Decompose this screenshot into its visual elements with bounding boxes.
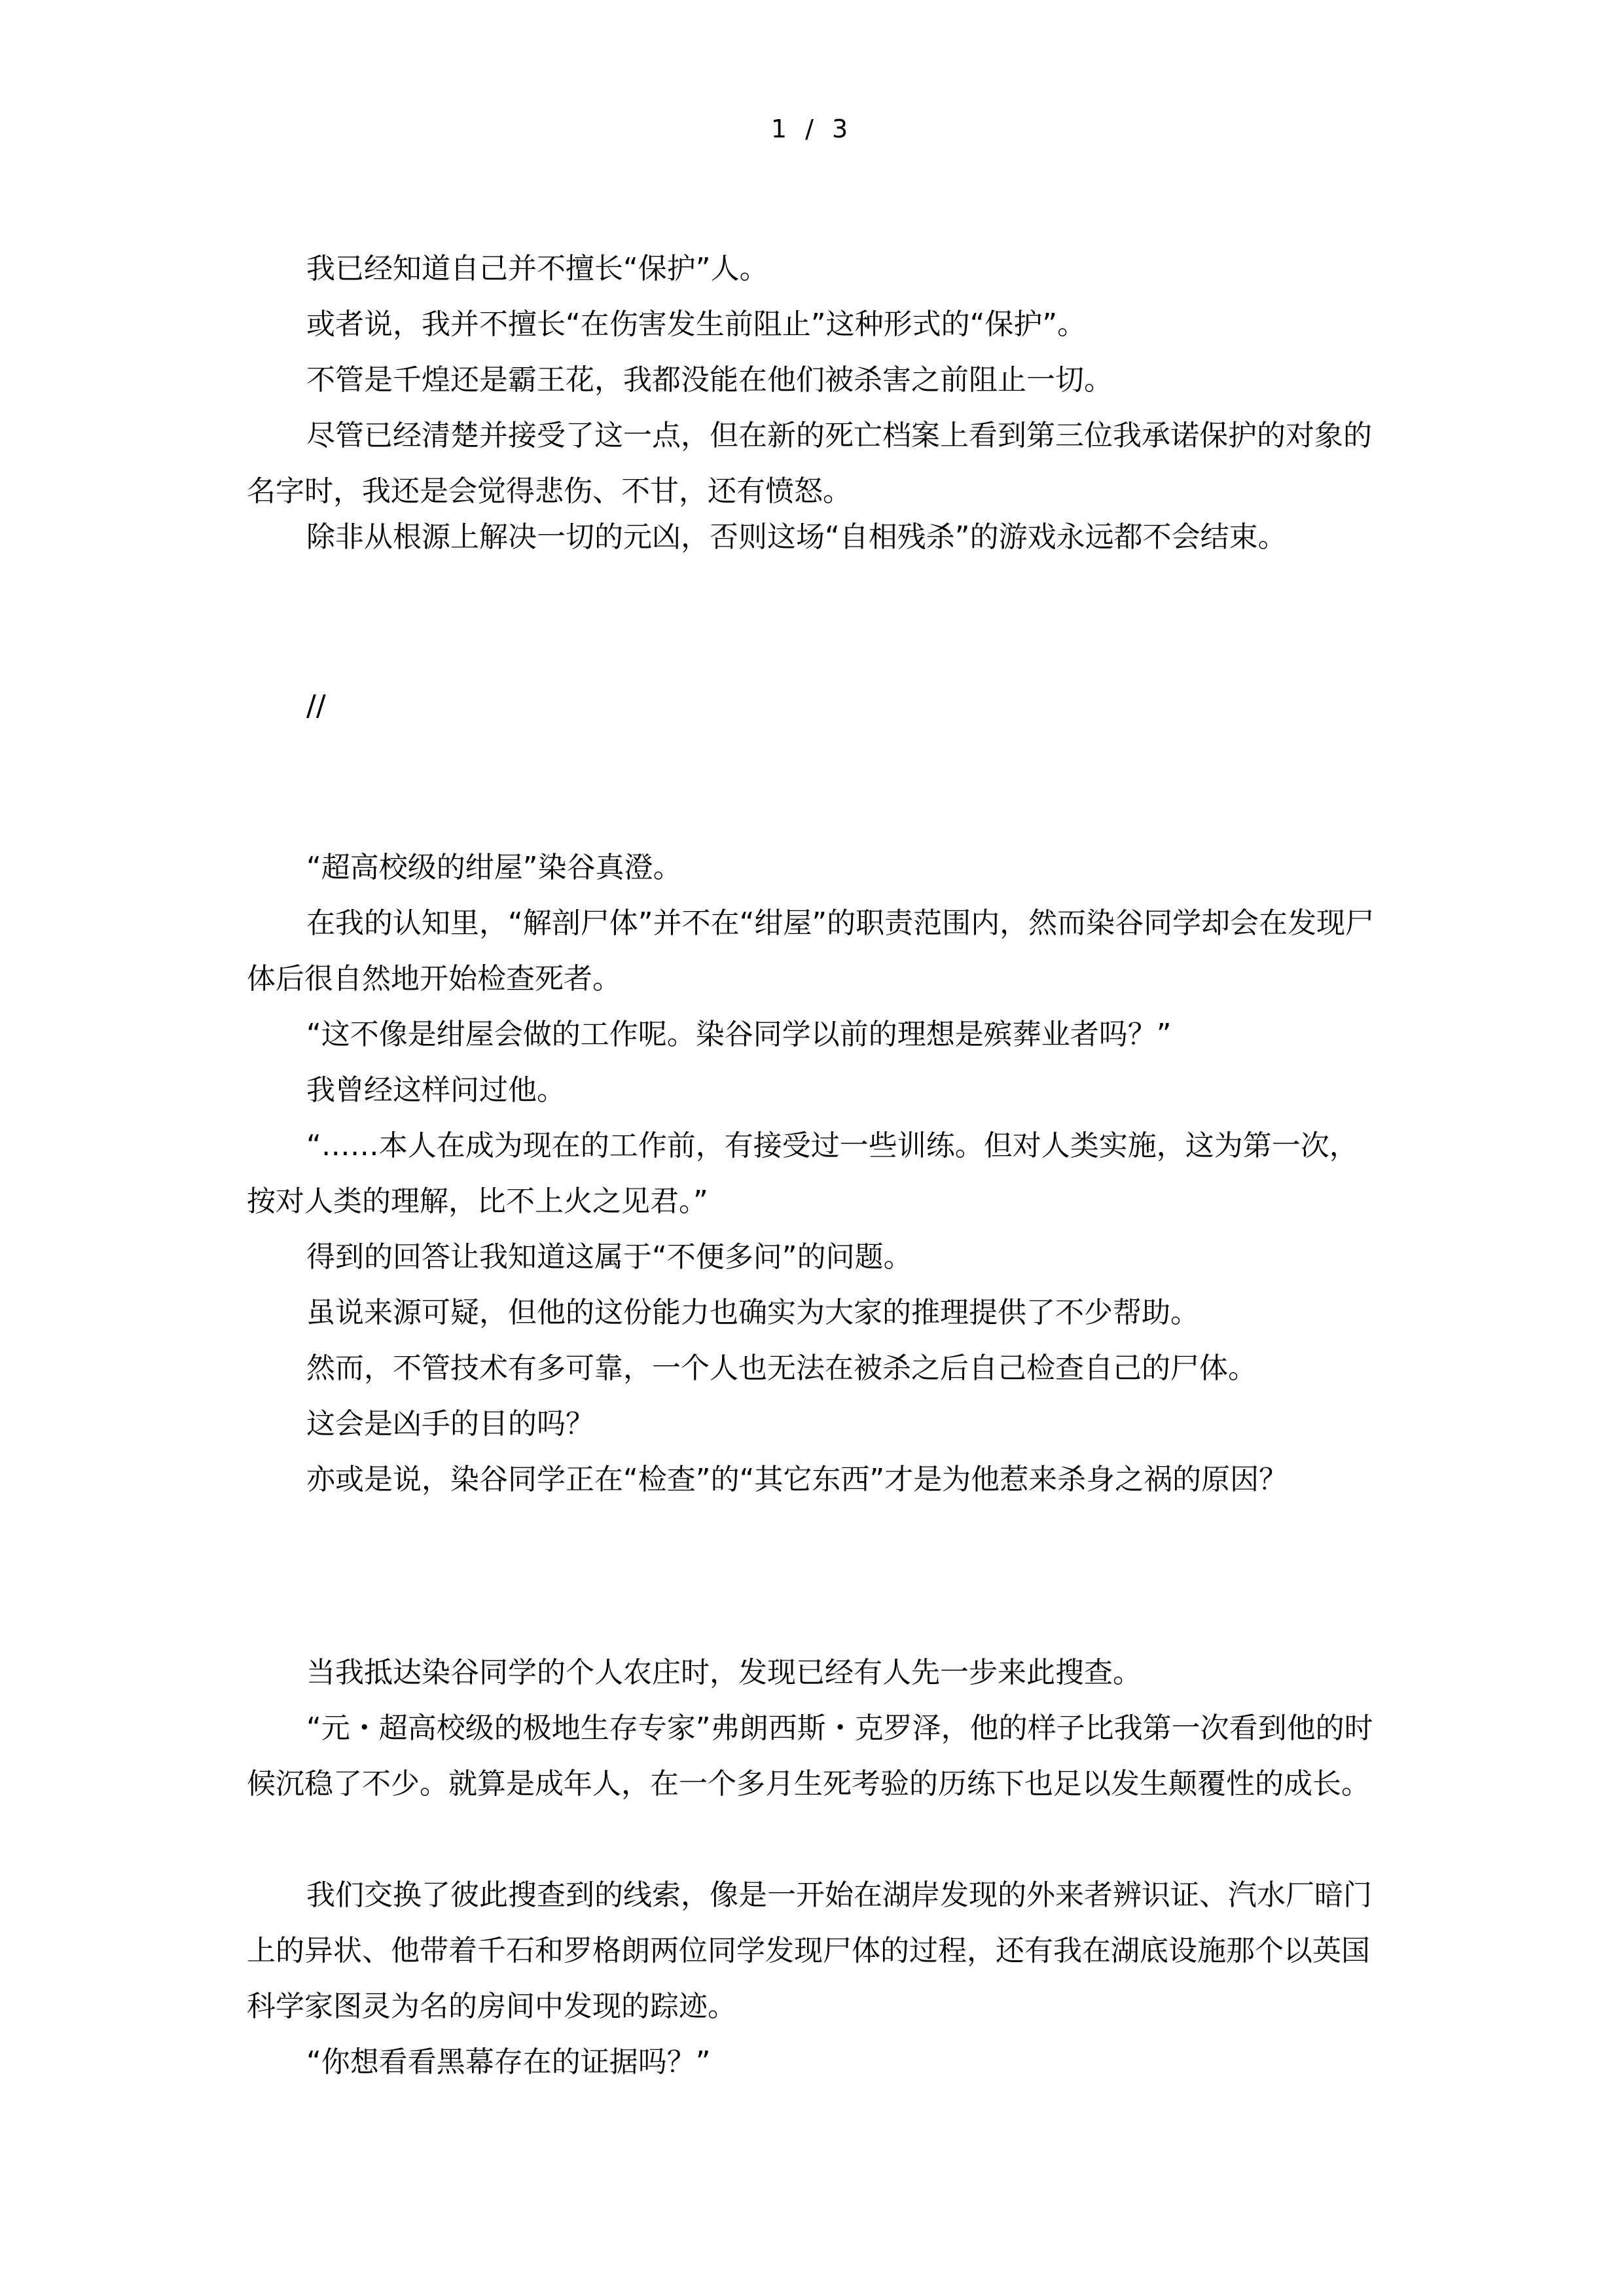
paragraph: 尽管已经清楚并接受了这一点，但在新的死亡档案上看到第三位我承诺保护的对象的名字时，我还是会觉得悲伤、不甘，还有愤怒。 [247,419,1372,508]
paragraph: 我们交换了彼此搜查到的线索，像是一开始在湖岸发现的外来者辨识证、汽水厂暗门上的异状、他带着千石和罗格朗两位同学发现尸体的过程，还有我在湖底设施那个以英国科学家图灵为名的房间中发现的踪迹。 [247,1878,1372,2023]
section-separator: // [306,689,326,723]
paragraph: 我已经知道自己并不擅长“保护”人。 [306,252,768,285]
page-number: 1 / 3 [770,115,854,143]
paragraph: 虽说来源可疑，但他的这份能力也确实为大家的推理提供了不少帮助。 [306,1296,1199,1329]
paragraph: 不管是千煌还是霸王花，我都没能在他们被杀害之前阻止一切。 [306,363,1113,397]
paragraph: “你想看看黑幕存在的证据吗？” [306,2045,711,2079]
paragraph: 我曾经这样问过他。 [306,1073,566,1107]
paragraph: “元・超高校级的极地生存专家”弗朗西斯・克罗泽，他的样子比我第一次看到他的时候沉稳了不少。就算是成年人，在一个多月生死考验的历练下也足以发生颠覆性的成长。 [247,1712,1373,1801]
paragraph: “这不像是绀屋会做的工作呢。染谷同学以前的理想是殡葬业者吗？” [306,1018,1172,1051]
paragraph: 这会是凶手的目的吗？ [306,1407,594,1441]
paragraph: 或者说，我并不擅长“在伤害发生前阻止”这种形式的“保护”。 [306,308,1087,341]
paragraph: “……本人在成为现在的工作前，有接受过一些训练。但对人类实施，这为第一次，按对人类的理解，比不上火之见君。” [247,1129,1358,1218]
paragraph: 然而，不管技术有多可靠，一个人也无法在被杀之后自己检查自己的尸体。 [306,1352,1257,1385]
paragraph: 在我的认知里，“解剖尸体”并不在“绀屋”的职责范围内，然而染谷同学却会在发现尸体后很自然地开始检查死者。 [247,906,1375,996]
paragraph: 当我抵达染谷同学的个人农庄时，发现已经有人先一步来此搜查。 [306,1656,1142,1689]
paragraph: 除非从根源上解决一切的元凶，否则这场“自相残杀”的游戏永远都不会结束。 [306,520,1287,554]
paragraph: 亦或是说，染谷同学正在“检查”的“其它东西”才是为他惹来杀身之祸的原因？ [306,1463,1288,1496]
paragraph: 得到的回答让我知道这属于“不便多问”的问题。 [306,1240,912,1274]
paragraph: “超高校级的绀屋”染谷真澄。 [306,851,682,884]
